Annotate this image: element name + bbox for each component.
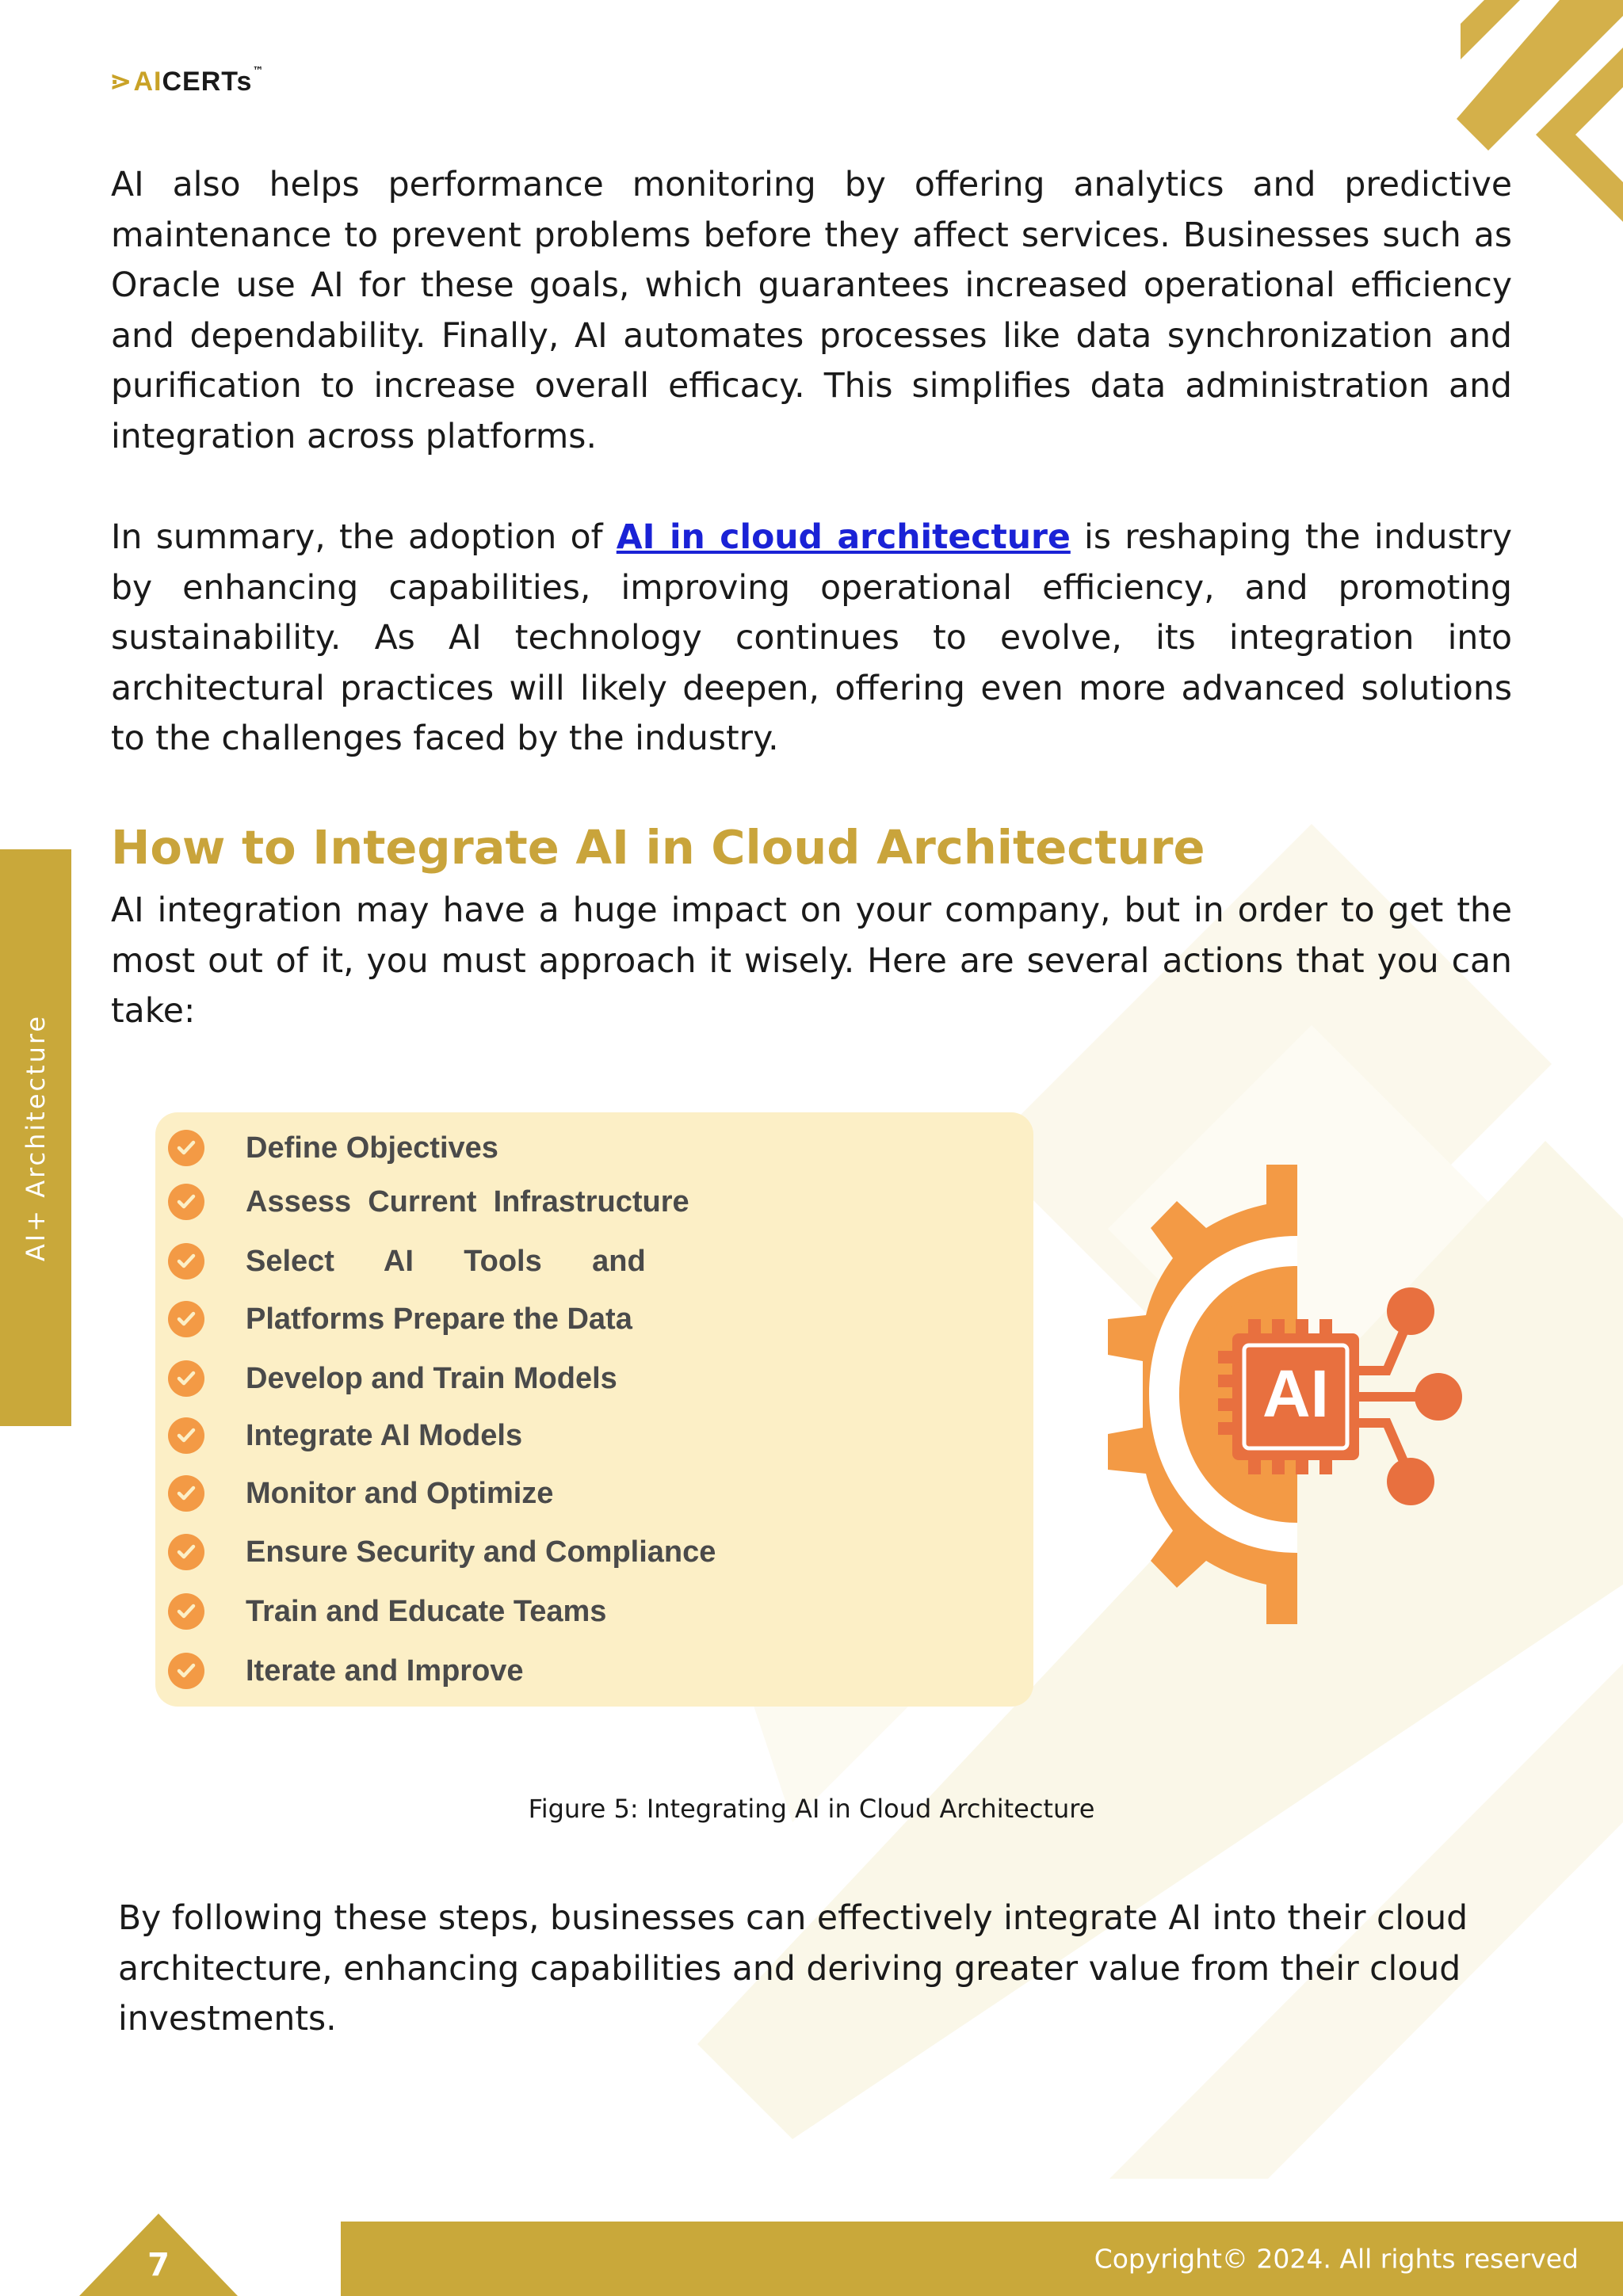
check-circle-icon xyxy=(168,1534,204,1570)
check-circle-icon xyxy=(168,1475,204,1512)
section-heading: How to Integrate AI in Cloud Architecture xyxy=(111,820,1205,875)
check-circle-icon xyxy=(168,1301,204,1337)
step-label: Assess Current Infrastructure xyxy=(246,1184,689,1219)
step-item xyxy=(168,1243,646,1280)
ai-gear-icon xyxy=(1062,1165,1466,1624)
step-label: Ensure Security and Compliance xyxy=(246,1535,716,1569)
step-label: Select AI Tools and xyxy=(246,1244,646,1278)
step-item xyxy=(168,1417,522,1454)
logo-trademark: ™ xyxy=(252,65,264,78)
logo-mark-icon: ⋗ xyxy=(109,66,131,97)
step-label: Iterate and Improve xyxy=(246,1653,524,1688)
steps-list xyxy=(155,1112,1033,1707)
check-circle-icon xyxy=(168,1360,204,1397)
step-item xyxy=(168,1360,617,1397)
logo-ai-text: AI xyxy=(133,66,162,97)
paragraph-conclusion: By following these steps, businesses can effectively integrate AI into their cloud architecture, enhancing capabilities and deriving greater value from their cloud investments. xyxy=(118,1899,1468,2039)
side-tab-label: AI+ Architecture xyxy=(21,1013,51,1262)
step-item xyxy=(168,1593,606,1630)
paragraph-monitoring: AI also helps performance monitoring by offering analytics and predictive maintenance to prevent problems before they affect services. Businesses such as Oracle use AI for these goals, which guarantees increased operational efficiency and dependability. Finally, AI automates processes like data synchronization and purification to increase overall efficacy. This simplifies data administration and integration across platforms. xyxy=(111,166,1512,456)
step-item xyxy=(168,1475,553,1512)
logo-certs-text: CERTs xyxy=(162,66,253,97)
paragraph-summary xyxy=(111,513,1512,765)
page-number-wrap xyxy=(79,2214,238,2296)
check-circle-icon xyxy=(168,1653,204,1689)
step-item xyxy=(168,1184,689,1220)
paragraph-integration-intro: AI integration may have a huge impact on your company, but in order to get the most out of it, you must approach it wisely. Here are several actions that you can take: xyxy=(111,891,1512,1031)
aicerts-logo xyxy=(109,62,263,101)
check-circle-icon xyxy=(168,1243,204,1280)
page-number: 7 xyxy=(147,2247,170,2283)
ai-in-cloud-architecture-link[interactable]: AI in cloud architecture xyxy=(616,518,1071,557)
figure-caption: Figure 5: Integrating AI in Cloud Architecture xyxy=(528,1794,1095,1824)
step-label: Monitor and Optimize xyxy=(246,1476,554,1510)
step-item xyxy=(168,1534,716,1570)
check-circle-icon xyxy=(168,1130,204,1166)
paragraph-summary-rest: is reshaping the industry by enhancing capabilities, improving operational efficiency, and promoting sustainability. As AI technology continues to evolve, its integration into architectural practices will likely deepen, offering even more advanced solutions to the challenges faced by the industry. xyxy=(111,518,1512,758)
step-label: Train and Educate Teams xyxy=(246,1594,607,1628)
step-item xyxy=(168,1653,524,1689)
step-label: Platforms Prepare the Data xyxy=(246,1302,632,1336)
side-tab xyxy=(0,849,71,1426)
check-circle-icon xyxy=(168,1593,204,1630)
footer-bar xyxy=(341,2222,1623,2296)
step-item xyxy=(168,1130,498,1166)
step-item xyxy=(168,1301,632,1337)
step-label: Develop and Train Models xyxy=(246,1361,617,1395)
check-circle-icon xyxy=(168,1184,204,1220)
step-label: Integrate AI Models xyxy=(246,1418,523,1452)
paragraph-summary-intro: In summary, the adoption of xyxy=(111,518,617,557)
step-label: Define Objectives xyxy=(246,1131,498,1165)
check-circle-icon xyxy=(168,1417,204,1454)
copyright-text: Copyright© 2024. All rights reserved xyxy=(1094,2243,1579,2275)
chip-ai-label: AI xyxy=(1262,1356,1329,1431)
